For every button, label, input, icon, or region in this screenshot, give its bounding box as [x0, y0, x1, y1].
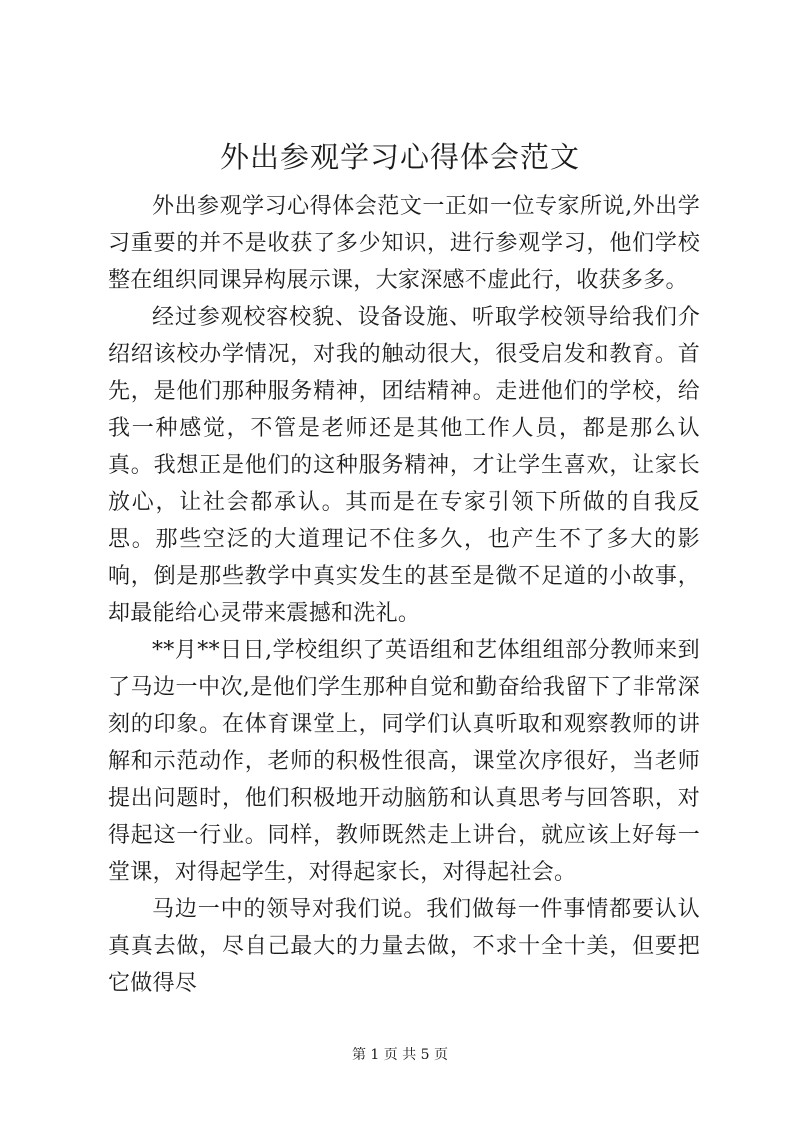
document-title: 外出参观学习心得体会范文: [219, 140, 580, 174]
paragraph-4: 马边一中的领导对我们说。我们做每一件事情都要认认真真去做，尽自己最大的力量去做，不求十全十美，但要把它做得尽: [108, 897, 700, 996]
document-body: [108, 188, 700, 1002]
paragraph-3: **月**日日,学校组织了英语组和艺体组组部分教师来到了马边一中次,是他们学生那种自觉和勤奋给我留下了非常深刻的印象。在体育课堂上，同学们认真听取和观察教师的讲解和示范动作，老师的积极性很高，课堂次序很好，当老师提出问题时，他们积极地开动脑筋和认真思考与回答职，对得起这一行业。同样，教师既然走上讲台，就应该上好每一堂课，对得起学生，对得起家长，对得起社会。: [108, 638, 700, 885]
page-indicator: 第 1 页 共 5 页: [351, 1047, 449, 1063]
paragraph-1: 外出参观学习心得体会范文一正如一位专家所说,外出学习重要的并不是收获了多少知识，进行参观学习，他们学校整在组织同课异构展示课，大家深感不虚此行，收获多多。: [108, 194, 700, 293]
paragraph-2: 经过参观校容校貌、设备设施、听取学校领导给我们介绍绍该校办学情况，对我的触动很大，很受启发和教育。首先，是他们那种服务精神，团结精神。走进他们的学校，给我一种感觉，不管是老师还是其他工作人员，都是那么认真。我想正是他们的这种服务精神，才让学生喜欢，让家长放心，让社会都承认。其而是在专家引领下所做的自我反思。那些空泛的大道理记不住多久，也产生不了多大的影响，倒是那些教学中真实发生的甚至是微不足道的小故事，却最能给心灵带来震撼和洗礼。: [108, 305, 700, 626]
